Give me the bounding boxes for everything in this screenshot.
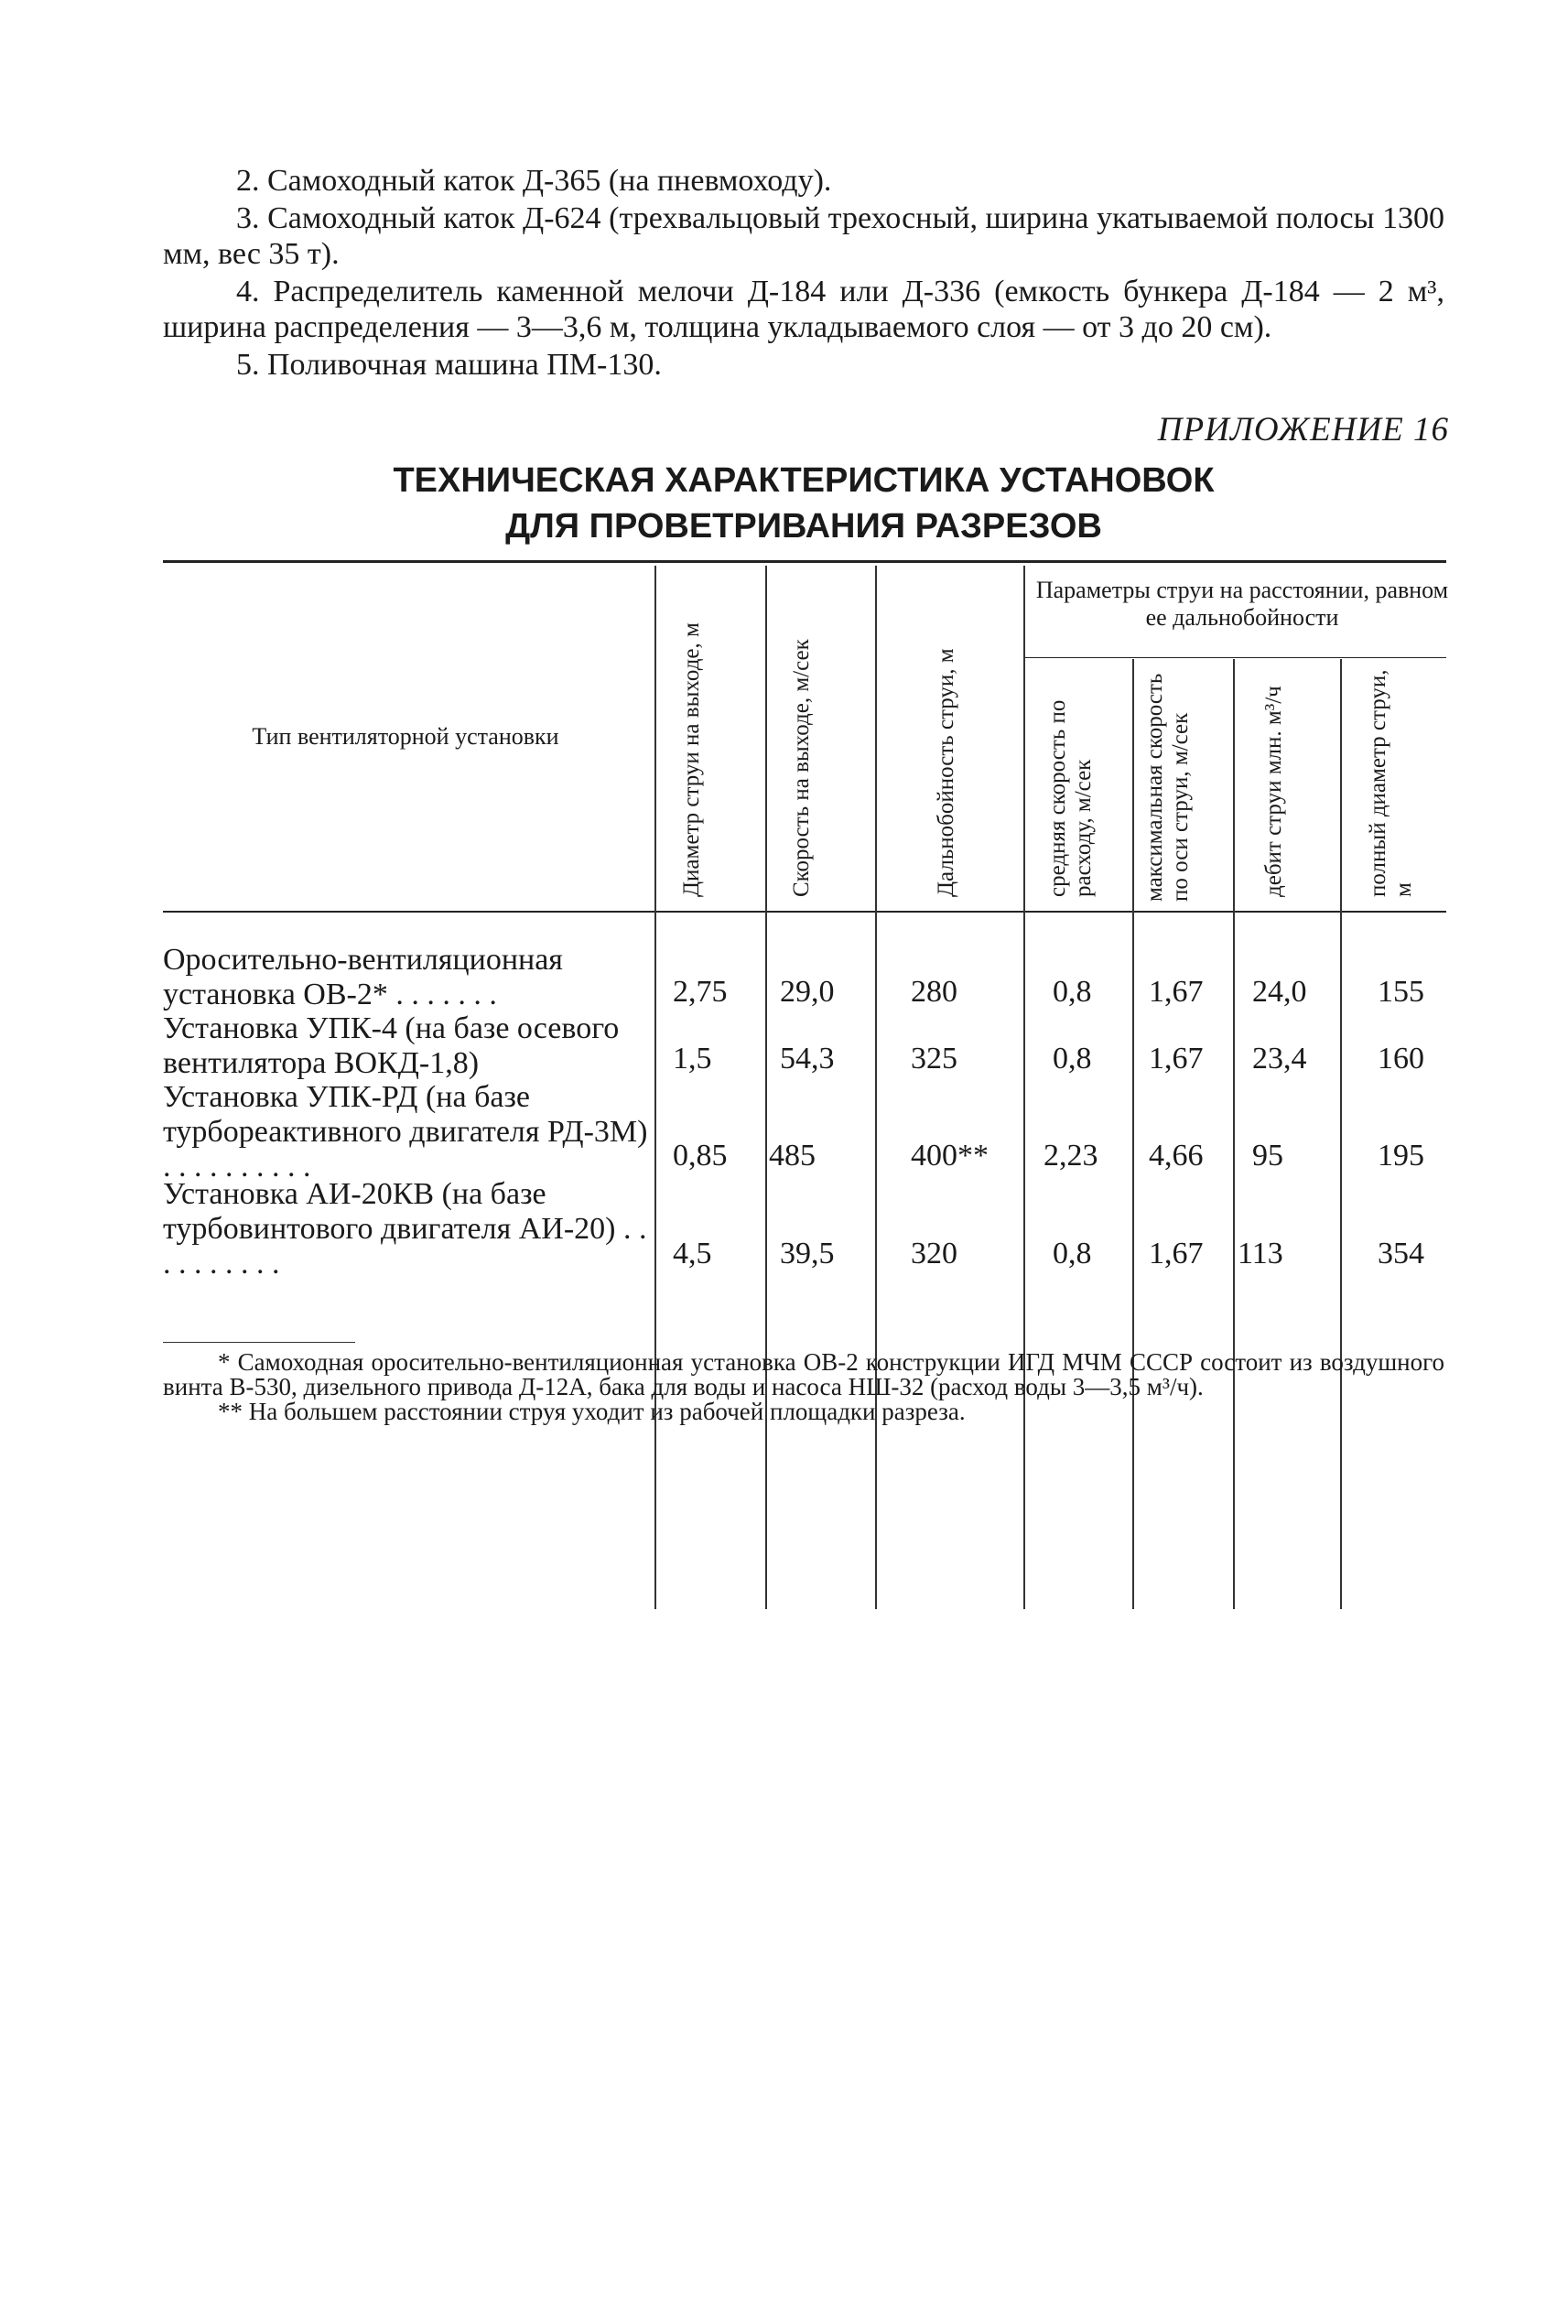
table-cell: 4,5: [673, 1237, 712, 1270]
table-cell: 4,66: [1149, 1139, 1204, 1173]
column-divider: [1023, 566, 1025, 1609]
table-cell: 160: [1378, 1042, 1424, 1076]
header-diameter: Диаметр струи на выходе, м: [679, 622, 704, 897]
footnote-rule: [163, 1342, 355, 1343]
table-cell: 29,0: [780, 975, 835, 1009]
column-divider: [654, 566, 656, 1609]
table-cell: 280: [911, 975, 957, 1009]
list-item: 2. Самоходный каток Д-365 (на пневмоходу).: [236, 164, 832, 198]
column-divider: [1233, 659, 1235, 1609]
table-row-name: Установка УПК-4 (на базе осевого вентилятора ВОКД-1,8): [163, 1011, 620, 1080]
table-row-name: Установка АИ-20КВ (на базе турбовинтового двигателя АИ-20) . . . . . . . . . .: [163, 1177, 647, 1281]
table-cell: 95: [1252, 1139, 1283, 1173]
table-cell: 54,3: [780, 1042, 835, 1076]
table-row-name: Установка УПК-РД (на базе турбореактивного двигателя РД-3М) . . . . . . . . . .: [163, 1080, 648, 1184]
page-title: [163, 458, 1444, 549]
table-cell: 155: [1378, 975, 1424, 1009]
table-cell: 113: [1238, 1237, 1283, 1270]
footnote: ** На большем расстоянии струя уходит из рабочей площадки разреза.: [218, 1398, 966, 1425]
title-line: ДЛЯ ПРОВЕТРИВАНИЯ РАЗРЕЗОВ: [505, 507, 1102, 546]
table-cell: 485: [769, 1139, 816, 1173]
footnote: * Самоходная оросительно-вентиляционная установка ОВ-2 конструкции ИГД МЧМ СССР состоит из воздушного винта В-530, дизельного привода Д-12А, бака для воды и насоса НШ-32 (расход воды 3—3,5 м³/ч).: [163, 1348, 1444, 1400]
group-header-rule: [1023, 657, 1446, 658]
table-cell: 0,8: [1053, 1042, 1092, 1076]
footnotes: [163, 1350, 1444, 1424]
header-max-speed: максимальная скорость по оси струи, м/сек: [1142, 673, 1193, 902]
header-group: Параметры струи на расстоянии, равном ее дальнобойности: [1035, 577, 1449, 631]
table-cell: 0,8: [1053, 1237, 1092, 1270]
table-cell: 2,23: [1044, 1139, 1098, 1173]
table-cell: 325: [911, 1042, 957, 1076]
list-item: 5. Поливочная машина ПМ-130.: [236, 348, 662, 382]
list-item: 3. Самоходный каток Д-624 (трехвальцовый трехосный, ширина укатываемой полосы 1300 мм, вес 35 т).: [163, 201, 1445, 271]
table-cell: 0,8: [1053, 975, 1092, 1009]
table-cell: 23,4: [1252, 1042, 1307, 1076]
table-cell: 354: [1378, 1237, 1424, 1270]
header-flow: дебит струи млн. м³/ч: [1261, 686, 1286, 897]
header-range: Дальнобойность струи, м: [934, 648, 958, 897]
table-top-rule: [163, 560, 1446, 563]
table-cell: 195: [1378, 1139, 1424, 1173]
appendix-label: ПРИЛОЖЕНИЕ 16: [1157, 411, 1449, 449]
table-cell: 39,5: [780, 1237, 835, 1270]
column-divider: [765, 566, 767, 1609]
column-divider: [875, 566, 877, 1609]
table-cell: 1,5: [673, 1042, 712, 1076]
header-full-diameter: полный диаметр струи, м: [1366, 669, 1416, 897]
table-row-name: Оросительно-вентиляционная установка ОВ-2* . . . . . . .: [163, 943, 563, 1011]
header-type: Тип вентиляторной установки: [252, 723, 559, 750]
table-cell: 400**: [911, 1139, 989, 1173]
table-cell: 1,67: [1149, 1237, 1204, 1270]
table-cell: 1,67: [1149, 975, 1204, 1009]
table-cell: 24,0: [1252, 975, 1307, 1009]
table-cell: 2,75: [673, 975, 728, 1009]
list-item: 4. Распределитель каменной мелочи Д-184 или Д-336 (емкость бункера Д-184 — 2 м³, ширина распределения — 3—3,6 м, толщина укладываемого слоя — от 3 до 20 см).: [163, 275, 1444, 344]
header-speed: Скорость на выходе, м/сек: [789, 639, 814, 897]
table-cell: 1,67: [1149, 1042, 1204, 1076]
table-cell: 0,85: [673, 1139, 728, 1173]
column-divider: [1132, 659, 1134, 1609]
title-line: ТЕХНИЧЕСКАЯ ХАРАКТЕРИСТИКА УСТАНОВОК: [393, 461, 1215, 500]
table-cell: 320: [911, 1237, 957, 1270]
table-header-rule: [163, 911, 1446, 913]
equipment-list: [163, 163, 1444, 384]
header-avg-speed: средняя скорость по расходу, м/сек: [1045, 699, 1096, 897]
column-divider: [1340, 659, 1342, 1609]
